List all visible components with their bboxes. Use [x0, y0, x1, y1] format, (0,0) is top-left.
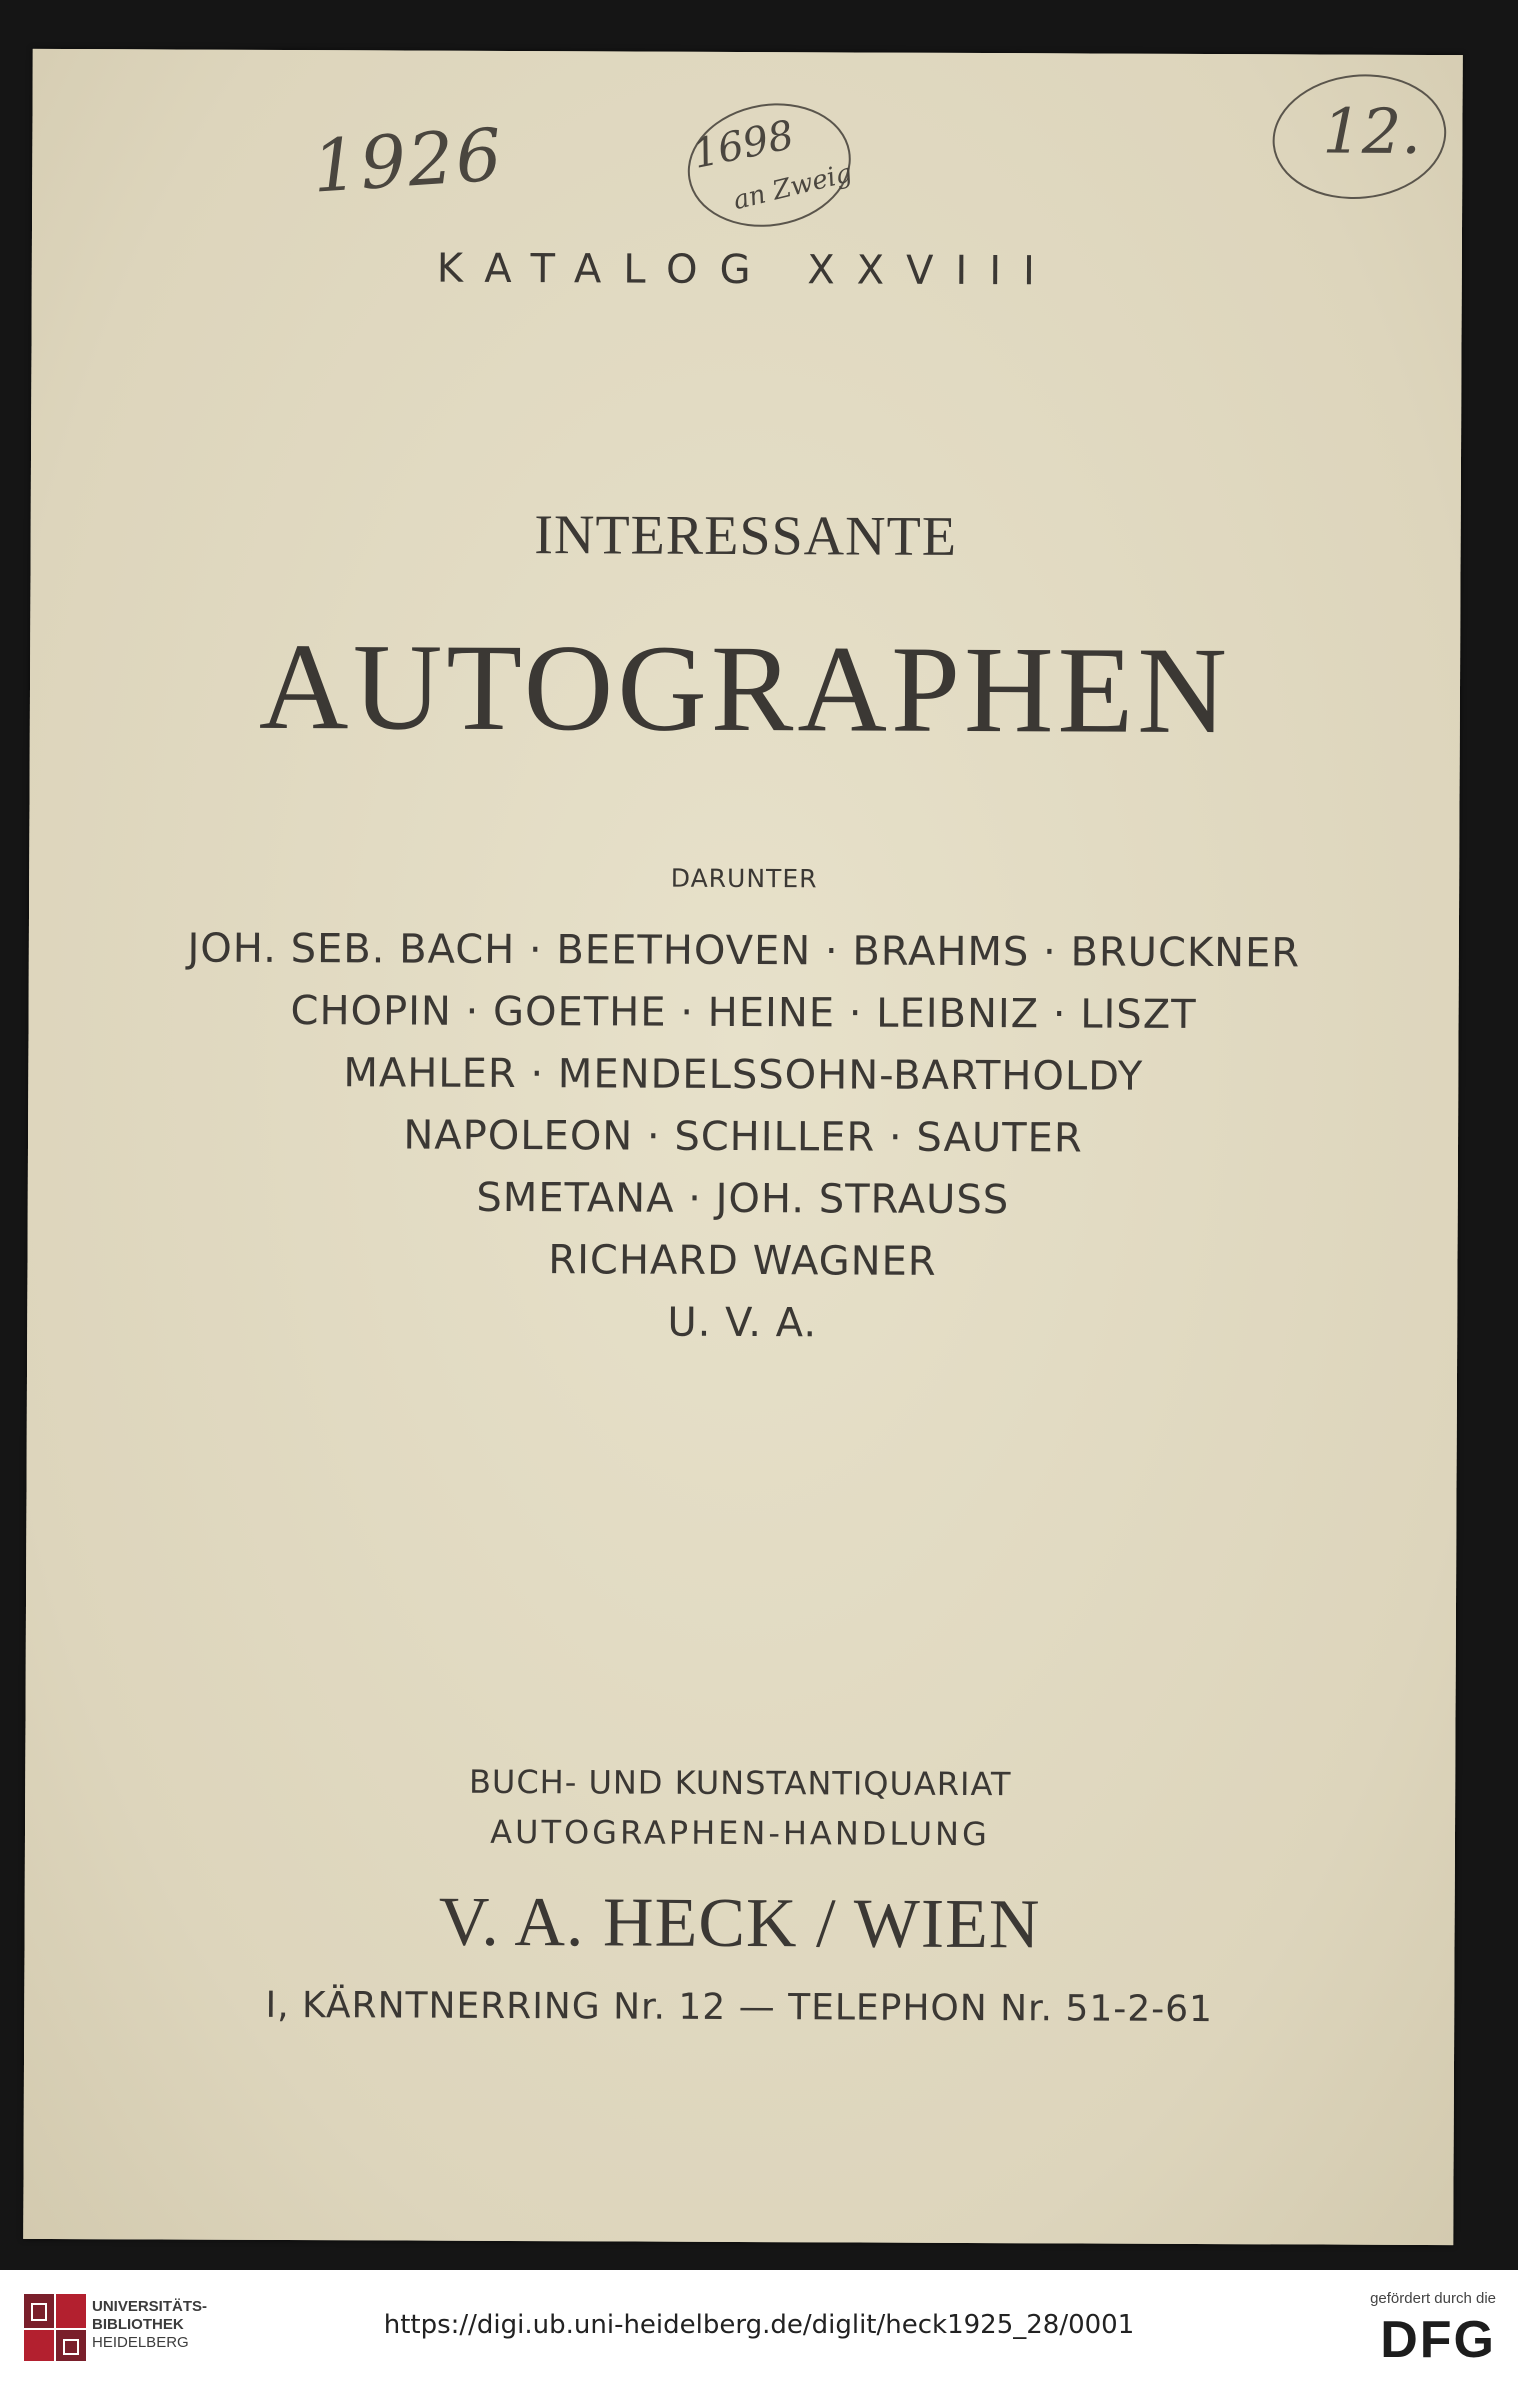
firm-name: V. A. HECK / WIEN [438, 1883, 1041, 1964]
names-line: NAPOLEON · SCHILLER · SAUTER [403, 1112, 1083, 1162]
handwritten-note: an Zweig [730, 158, 856, 217]
dfg-logo: DFG [1380, 2311, 1496, 2369]
catalog-cover-page [23, 49, 1463, 2245]
names-line: RICHARD WAGNER [548, 1237, 937, 1285]
names-line: MAHLER · MENDELSSOHN-BARTHOLDY [343, 1050, 1144, 1100]
title: AUTOGRAPHEN [258, 617, 1232, 760]
names-line: JOH. SEB. BACH · BEETHOVEN · BRAHMS · BRUCKNER [187, 925, 1301, 977]
library-name-line: BIBLIOTHEK [92, 2316, 184, 2333]
names-line: CHOPIN · GOETHE · HEINE · LEIBNIZ · LISZT [290, 988, 1197, 1038]
viewer-footer [0, 2270, 1518, 2383]
library-name-line: HEIDELBERG [92, 2334, 189, 2351]
firm-address: I, KÄRNTNERRING Nr. 12 — TELEPHON Nr. 51-2-61 [265, 1984, 1214, 2031]
firm-line-2: AUTOGRAPHEN-HANDLUNG [490, 1812, 990, 1854]
names-line: SMETANA · JOH. STRAUSS [476, 1174, 1010, 1224]
names-list [27, 917, 1459, 1357]
among-label: DARUNTER [670, 863, 818, 894]
handwritten-shelf-number: 12. [1322, 94, 1422, 168]
handwritten-year: 1926 [309, 112, 507, 209]
funding-label: gefördert durch die [1370, 2290, 1496, 2307]
firm-line-1: BUCH- UND KUNSTANTIQUARIAT [468, 1762, 1012, 1804]
names-line: U. V. A. [667, 1299, 818, 1347]
subtitle: INTERESSANTE [534, 504, 958, 568]
catalog-number: KATALOG XXVIII [436, 245, 1057, 295]
permalink-url[interactable]: https://digi.ub.uni-heidelberg.de/diglit/heck1925_28/0001 [383, 2310, 1135, 2340]
library-name-line: UNIVERSITÄTS- [92, 2298, 208, 2315]
handwritten-number: 1698 [688, 112, 798, 178]
